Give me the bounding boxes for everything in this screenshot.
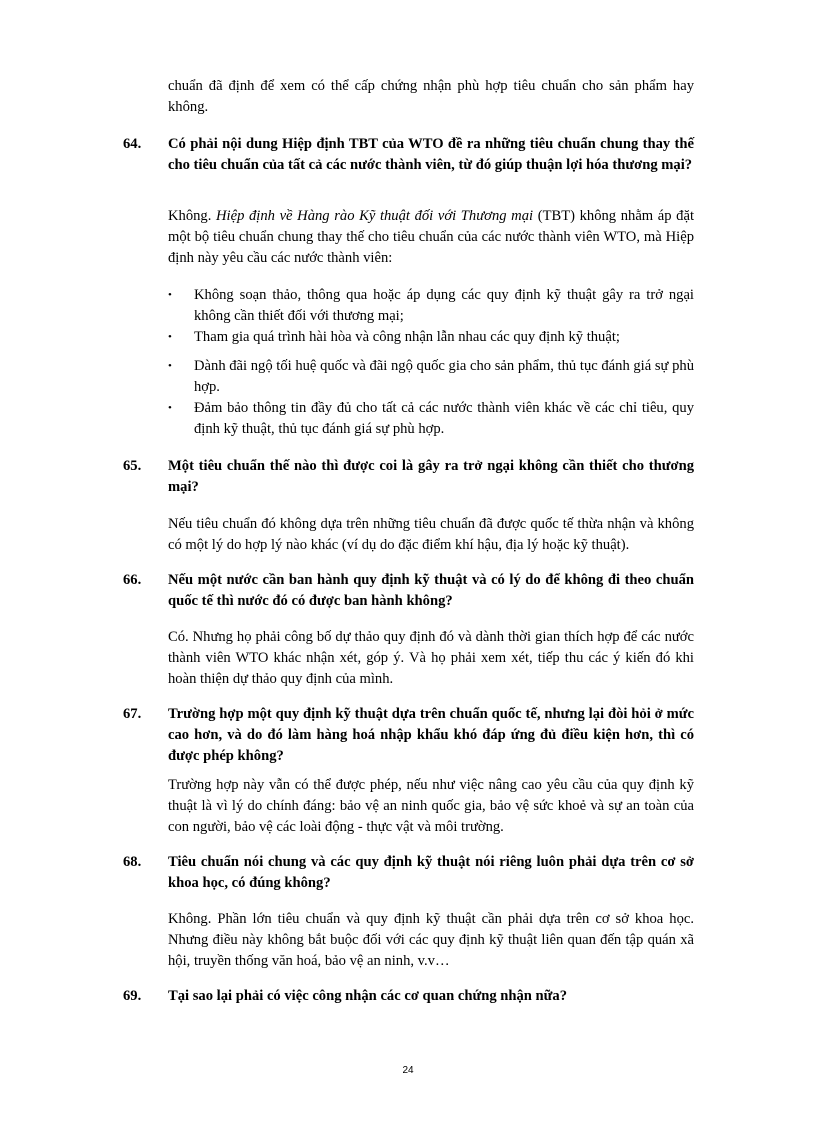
- question-64-number: 64.: [123, 136, 142, 152]
- answer-64-bullet-1: Không soạn thảo, thông qua hoặc áp dụng các quy định kỹ thuật gây ra trở ngại không cần thiết đối với thương mại;: [194, 287, 694, 324]
- intro-paragraph: chuẩn đã định để xem có thể cấp chứng nhận phù hợp tiêu chuẩn cho sản phẩm hay không.: [168, 78, 694, 115]
- question-65-number: 65.: [123, 458, 142, 474]
- answer-64-rest: (TBT) không nhằm áp đặt một bộ tiêu chuẩn chung thay thế cho tiêu chuẩn của các nước thành viên WTO, mà Hiệp định này yêu cầu các nước thành viên:: [168, 208, 695, 266]
- answer-66-paragraph: Có. Nhưng họ phải công bố dự thảo quy định đó và dành thời gian thích hợp để các nước thành viên WTO khác nhận xét, góp ý. Và họ phải xem xét, tiếp thu các ý kiến đó khi hoàn thiện dự thảo quy định của mình.: [168, 629, 694, 687]
- answer-64-prefix: Không.: [168, 208, 217, 224]
- answer-65-paragraph: Nếu tiêu chuẩn đó không dựa trên những tiêu chuẩn đã được quốc tế thừa nhận và không có một lý do hợp lý nào khác (ví dụ do đặc điểm khí hậu, địa lý hoặc kỹ thuật).: [168, 516, 694, 553]
- question-67-number: 67.: [123, 706, 142, 722]
- question-68-number: 68.: [123, 854, 142, 870]
- bullet-icon: •: [168, 331, 172, 343]
- question-66-text: Nếu một nước cần ban hành quy định kỹ thuật và có lý do để không đi theo chuẩn quốc tế thì nước đó có được ban hành không?: [168, 572, 694, 609]
- question-64-text: Có phải nội dung Hiệp định TBT của WTO đề ra những tiêu chuẩn chung thay thế cho tiêu chuẩn của tất cả các nước thành viên, từ đó giúp thuận lợi hóa thương mại?: [168, 136, 694, 173]
- question-65-text: Một tiêu chuẩn thế nào thì được coi là gây ra trở ngại không cần thiết cho thương mại?: [168, 458, 694, 495]
- answer-67-paragraph: Trường hợp này vẫn có thể được phép, nếu như việc nâng cao yêu cầu của quy định kỹ thuật là vì lý do chính đáng: bảo vệ an ninh quốc gia, bảo vệ sức khoẻ và sự an toàn của con người, bảo vệ các loài động - thực vật và môi trường.: [168, 777, 694, 835]
- answer-64-agreement-title: Hiệp định về Hàng rào Kỹ thuật đối với Thương mại: [216, 208, 534, 224]
- question-66-number: 66.: [123, 572, 142, 588]
- answer-64-bullet-2: Tham gia quá trình hài hòa và công nhận lẫn nhau các quy định kỹ thuật;: [194, 329, 620, 345]
- bullet-icon: •: [168, 360, 172, 372]
- answer-64-bullet-4: Đảm bảo thông tin đầy đủ cho tất cả các nước thành viên khác về các chỉ tiêu, quy định kỹ thuật, thủ tục đánh giá sự phù hợp.: [194, 400, 694, 437]
- question-69-number: 69.: [123, 988, 142, 1004]
- answer-64-bullet-3: Dành đãi ngộ tối huệ quốc và đãi ngộ quốc gia cho sản phẩm, thủ tục đánh giá sự phù hợp.: [194, 358, 694, 395]
- answer-64-paragraph: [168, 206, 694, 269]
- bullet-icon: •: [168, 402, 172, 414]
- page-number: 24: [402, 1065, 414, 1076]
- bullet-icon: •: [168, 289, 172, 301]
- question-68-text: Tiêu chuẩn nói chung và các quy định kỹ thuật nói riêng luôn phải dựa trên cơ sở khoa học, có đúng không?: [168, 854, 694, 891]
- question-69-text: Tại sao lại phải có việc công nhận các cơ quan chứng nhận nữa?: [168, 988, 568, 1004]
- answer-68-paragraph: Không. Phần lớn tiêu chuẩn và quy định kỹ thuật cần phải dựa trên cơ sở khoa học. Nhưng điều này không bắt buộc đối với các quy định kỹ thuật liên quan đến tập quán xã hội, truyền thống văn hoá, bảo vệ an ninh, v.v…: [168, 911, 694, 969]
- question-67-text: Trường hợp một quy định kỹ thuật dựa trên chuẩn quốc tế, nhưng lại đòi hỏi ở mức cao hơn, và do đó làm hàng hoá nhập khẩu khó đáp ứng đủ điều kiện hơn, thì có được phép không?: [168, 706, 694, 764]
